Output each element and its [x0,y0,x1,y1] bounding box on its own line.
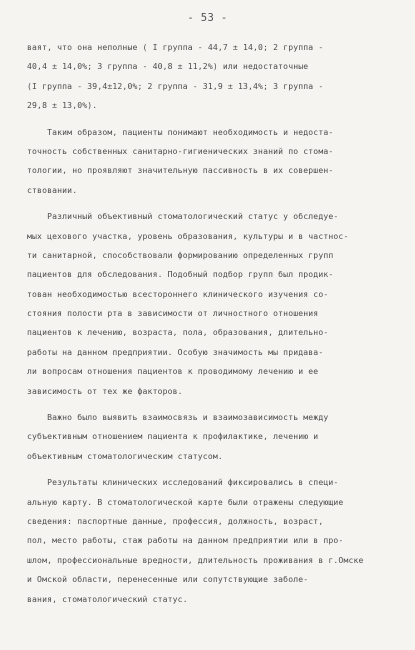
paragraph-gap [27,401,395,408]
text-line: зависимость от тех же факторов. [27,385,183,396]
text-line: объективным стоматологическим статусом. [27,450,223,461]
text-line: пол, место работы, стаж работы на данном предприятии или в про- [27,535,344,546]
text-line: тологии, но проявляют значительную пассивность в их совершен- [27,165,334,176]
text-line: Различный объективный стоматологический статус у обследуе- [27,211,339,222]
paragraph-gap [27,466,395,473]
text-line: ли вопросам отношения пациентов к проводимому лечению и ее [27,366,319,377]
paragraph [27,473,395,609]
text-line: ствовании. [27,184,78,195]
text-line: Результаты клинических исследований фиксировались в специ- [27,477,339,488]
paragraph-gap [27,200,395,207]
text-line: точность собственных санитарно-гигиенических знаний по стома- [27,145,334,156]
text-line: 29,8 ± 13,0%). [27,100,98,111]
paragraph [27,408,395,466]
text-line: пациентов к лечению, возраста, пола, образования, длительно- [27,327,329,338]
text-line: шлом, профессиональные вредности, длительность проживания в г.Омске [27,554,364,565]
text-line: сведения: паспортные данные, профессия, должность, возраст, [27,515,324,526]
paragraph [27,207,395,401]
text-line: ти санитарной, способствовали формированию определенных групп [27,249,334,260]
document-body [27,38,395,609]
text-line: вания, стоматологический статус. [27,593,188,604]
page-number: - 53 - [187,12,228,24]
text-line: альную карту. В стоматологической карте были отражены следующие [27,496,344,507]
text-line: 40,4 ± 14,0%; 3 группа - 40,8 ± 11,2%) или недостаточные [27,61,309,72]
paragraph [27,38,395,116]
text-line: ваят, что она неполные ( I группа - 44,7 ± 14,0; 2 группа - [27,42,324,52]
text-line: (I группа - 39,4±12,0%; 2 группа - 31,9 ± 13,4%; 3 группа - [27,80,324,91]
text-line: мых цехового участка, уровень образования, культуры и в частнос- [27,230,349,241]
paragraph [27,123,395,201]
paragraph-gap [27,116,395,123]
text-line: тован необходимостью всестороннего клинического изучения со- [27,288,329,299]
text-line: работы на данном предприятии. Особую значимость мы придава- [27,346,324,357]
text-line: и Омской области, перенесенные или сопутствующие заболе- [27,574,309,585]
text-line: стояния полости рта в зависимости от личностного отношения [27,308,319,319]
text-line: субъективным отношением пациента к профилактике, лечению и [27,431,319,442]
text-line: Таким образом, пациенты понимают необходимость и недоста- [27,126,334,137]
text-line: пациентов для обследования. Подобный подбор групп был продик- [27,269,334,280]
text-line: Важно было выявить взаимосвязь и взаимозависимость между [27,412,329,423]
